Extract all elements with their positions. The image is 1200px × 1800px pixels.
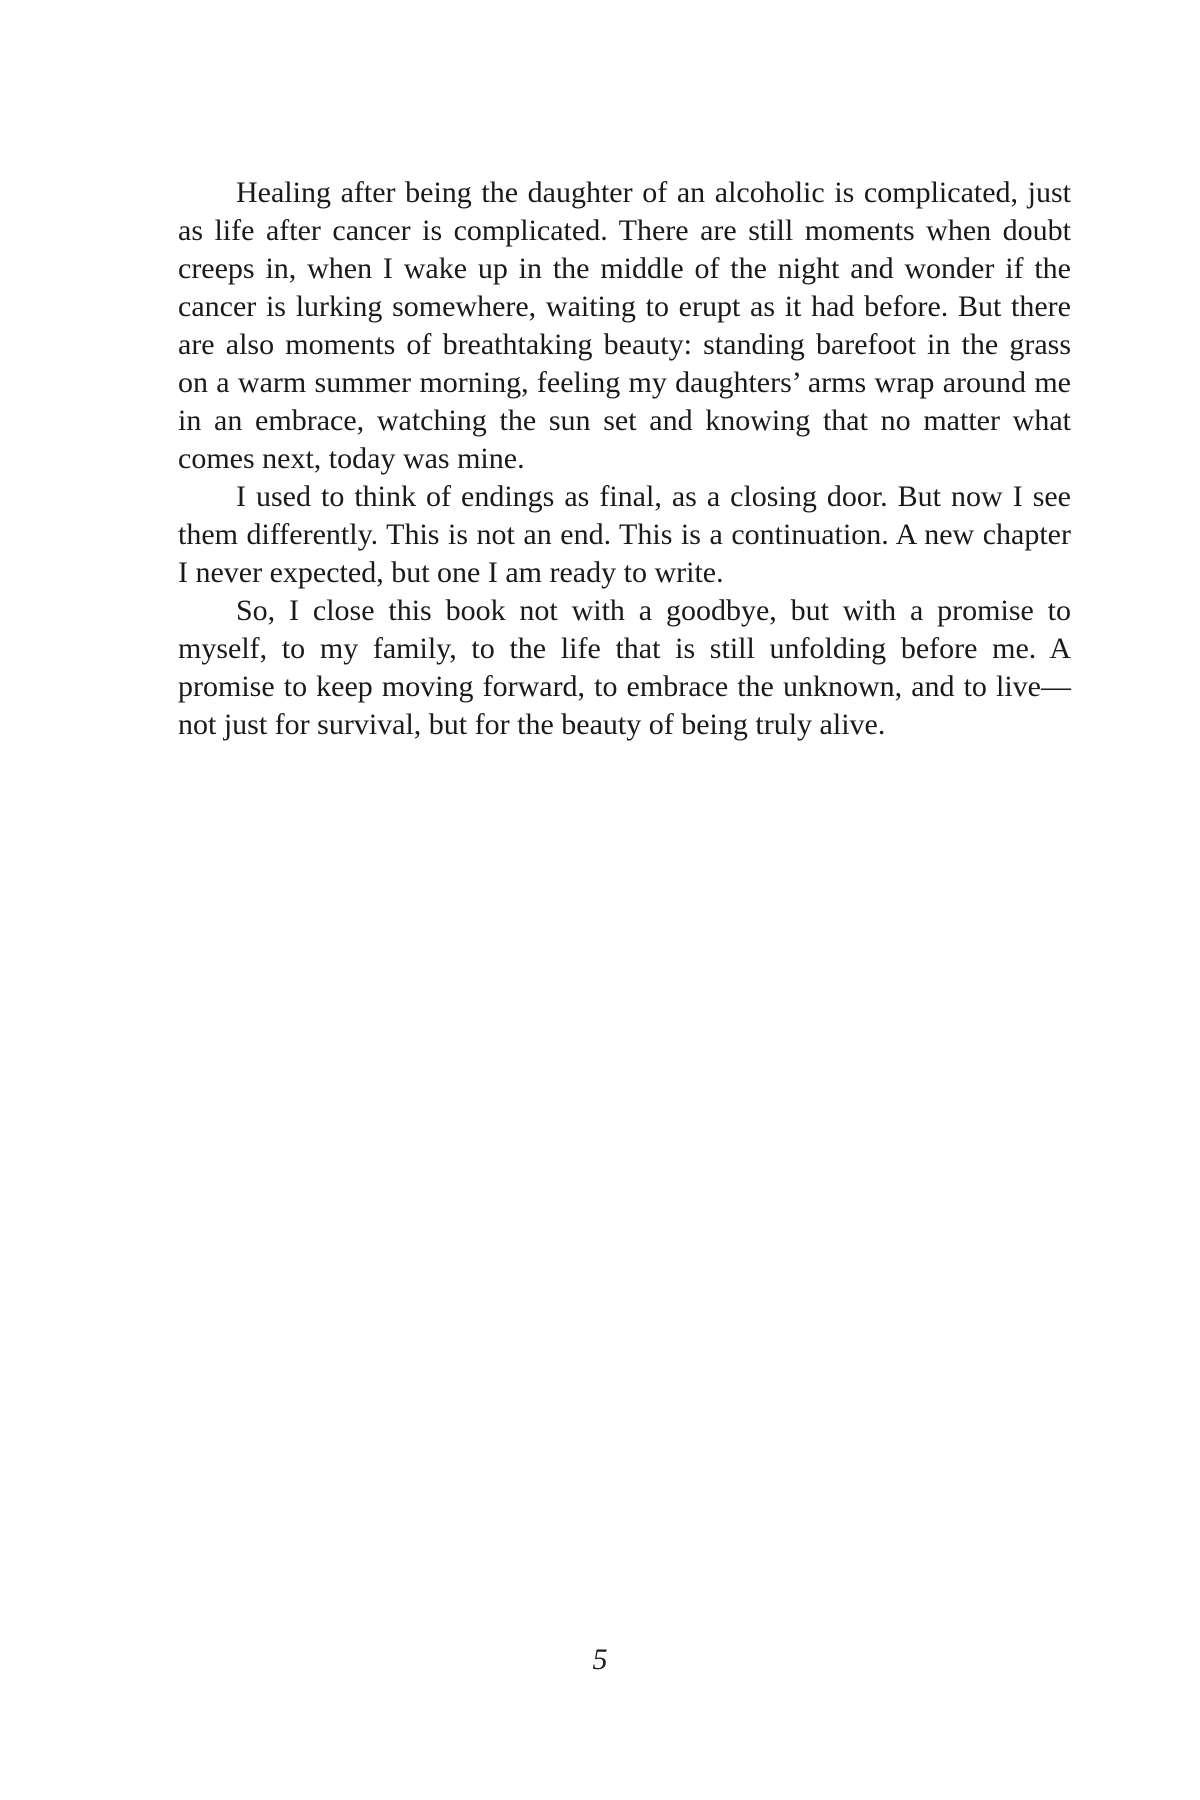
body-text <box>178 174 1071 744</box>
paragraph-1: Healing after being the daughter of an alcoholic is complicated, just as life after cancer is complicated. There are still moments when doubt creeps in, when I wake up in the middle of the night and wonder if the cancer is lurking somewhere, waiting to erupt as it had before. But there are also moments of breathtaking beauty: standing barefoot in the grass on a warm summer morning, feeling my daughters’ arms wrap around me in an embrace, watching the sun set and knowing that no matter what comes next, today was mine. <box>178 176 1071 475</box>
page-number: 5 <box>592 1643 608 1676</box>
paragraph-3: So, I close this book not with a goodbye, but with a promise to myself, to my family, to the life that is still unfolding before me. A promise to keep moving forward, to embrace the unknown, and to live—not just for survival, but for the beauty of being truly alive. <box>178 594 1071 741</box>
paragraph-2: I used to think of endings as final, as a closing door. But now I see them differently. This is not an end. This is a continuation. A new chapter I never expected, but one I am ready to write. <box>178 480 1071 589</box>
